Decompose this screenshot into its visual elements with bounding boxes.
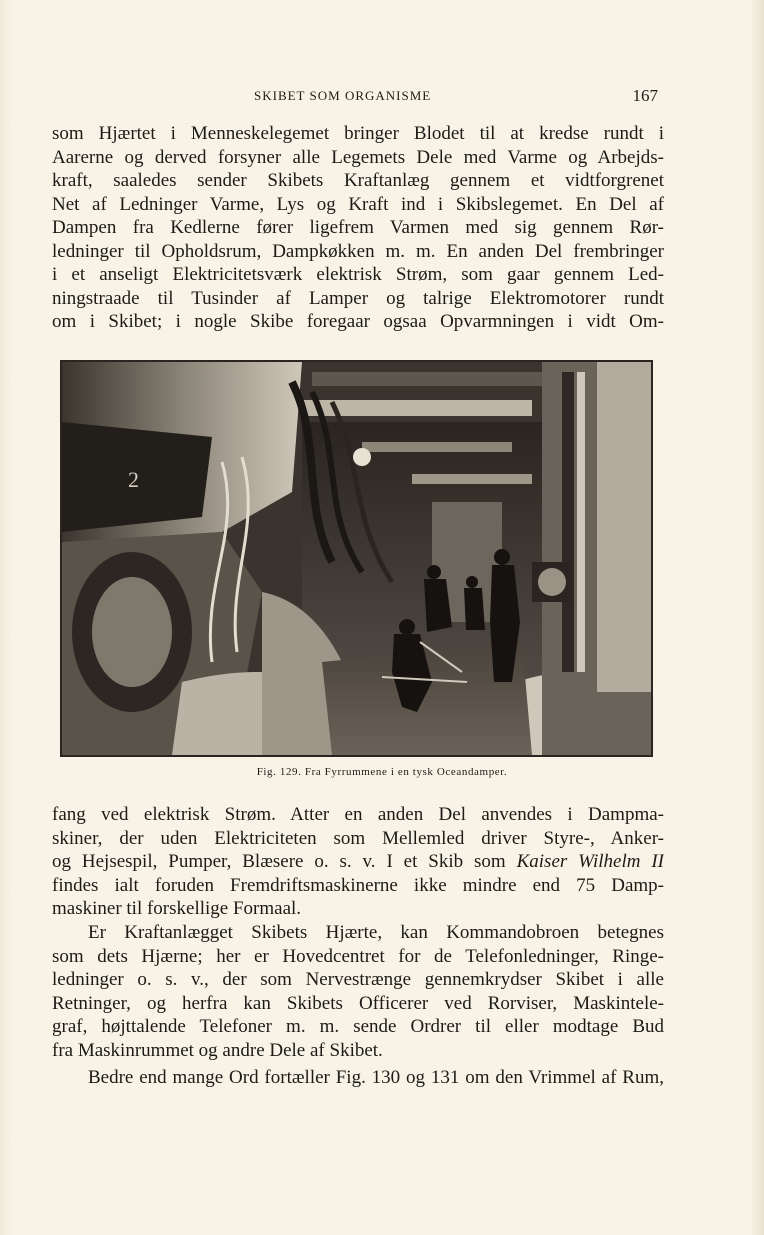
text-line: findes ialt foruden Fremdriftsmaskinerne ikke mindre end 75 Damp- xyxy=(52,874,664,896)
text-line: Net af Ledninger Varme, Lys og Kraft ind i Skibslegemet. En Del af xyxy=(52,193,664,215)
text-line: Er Kraftanlægget Skibets Hjærte, kan Kommandobroen betegnes xyxy=(88,922,664,943)
text-line: ningstraade til Tusinder af Lamper og talrige Elektromotorer rundt xyxy=(52,287,664,309)
text-line: i et anseligt Elektricitetsværk elektrisk Strøm, som gaar gennem Led- xyxy=(52,264,664,285)
page-number: 167 xyxy=(632,86,658,105)
text-line: som dets Hjærne; her er Hovedcentret for de Telefonledninger, Ringe- xyxy=(52,945,664,967)
paragraph-2 xyxy=(52,803,664,921)
page-header xyxy=(52,86,662,108)
figure-caption: Fig. 129. Fra Fyrrummene i en tysk Oceandamper. xyxy=(256,766,508,778)
text-line: fang ved elektrisk Strøm. Atter en anden Del anvendes i Dampma- xyxy=(52,804,664,825)
paragraph-1 xyxy=(52,122,664,334)
paragraph-4 xyxy=(52,1066,664,1090)
text-line: graf, højttalende Telefoner m. m. sende Ordrer til eller modtage Bud xyxy=(52,1016,664,1037)
boiler-room-photo xyxy=(62,362,651,755)
running-title: SKIBET SOM ORGANISME xyxy=(254,88,432,103)
text-line: ledninger o. s. v., der som Nervestrænge gennemkrydser Skibet i alle xyxy=(52,969,664,990)
ship-name: Kaiser Wilhelm II xyxy=(516,851,664,872)
text-line: fra Maskinrummet og andre Dele af Skibet. xyxy=(52,1039,383,1061)
text-line: Dampen fra Kedlerne fører ligefrem Varmen med sig gennem Rør- xyxy=(52,217,664,238)
text-line: Aarerne og derved forsyner alle Legemets Dele med Varme og Arbejds- xyxy=(52,146,664,168)
text-line-part: og Hejsespil, Pumper, Blæsere o. s. v. I et Skib som xyxy=(52,851,506,872)
text-line: Bedre end mange Ord fortæller Fig. 130 og 131 om den Vrimmel af Rum, xyxy=(88,1067,664,1088)
text-line: maskiner til forskellige Formaal. xyxy=(52,898,302,919)
text-line-with-ship-name xyxy=(52,850,664,874)
figure-photo xyxy=(60,360,653,757)
paragraph-3 xyxy=(52,921,664,1062)
boiler-number: 2 xyxy=(128,467,139,492)
text-line: skiner, der uden Elektriciteten som Mellemled driver Styre-, Anker- xyxy=(52,827,664,849)
text-line: som Hjærtet i Menneskelegemet bringer Blodet til at kredse rundt i xyxy=(52,123,664,144)
text-line: Retninger, og herfra kan Skibets Officerer ved Rorviser, Maskintele- xyxy=(52,992,664,1014)
text-line: om i Skibet; i nogle Skibe foregaar ogsaa Opvarmningen i vidt Om- xyxy=(52,311,664,332)
text-line: ledninger til Opholdsrum, Dampkøkken m. m. En anden Del frembringer xyxy=(52,240,664,262)
text-line: kraft, saaledes sender Skibets Kraftanlæg gennem et vidtforgrenet xyxy=(52,170,664,191)
